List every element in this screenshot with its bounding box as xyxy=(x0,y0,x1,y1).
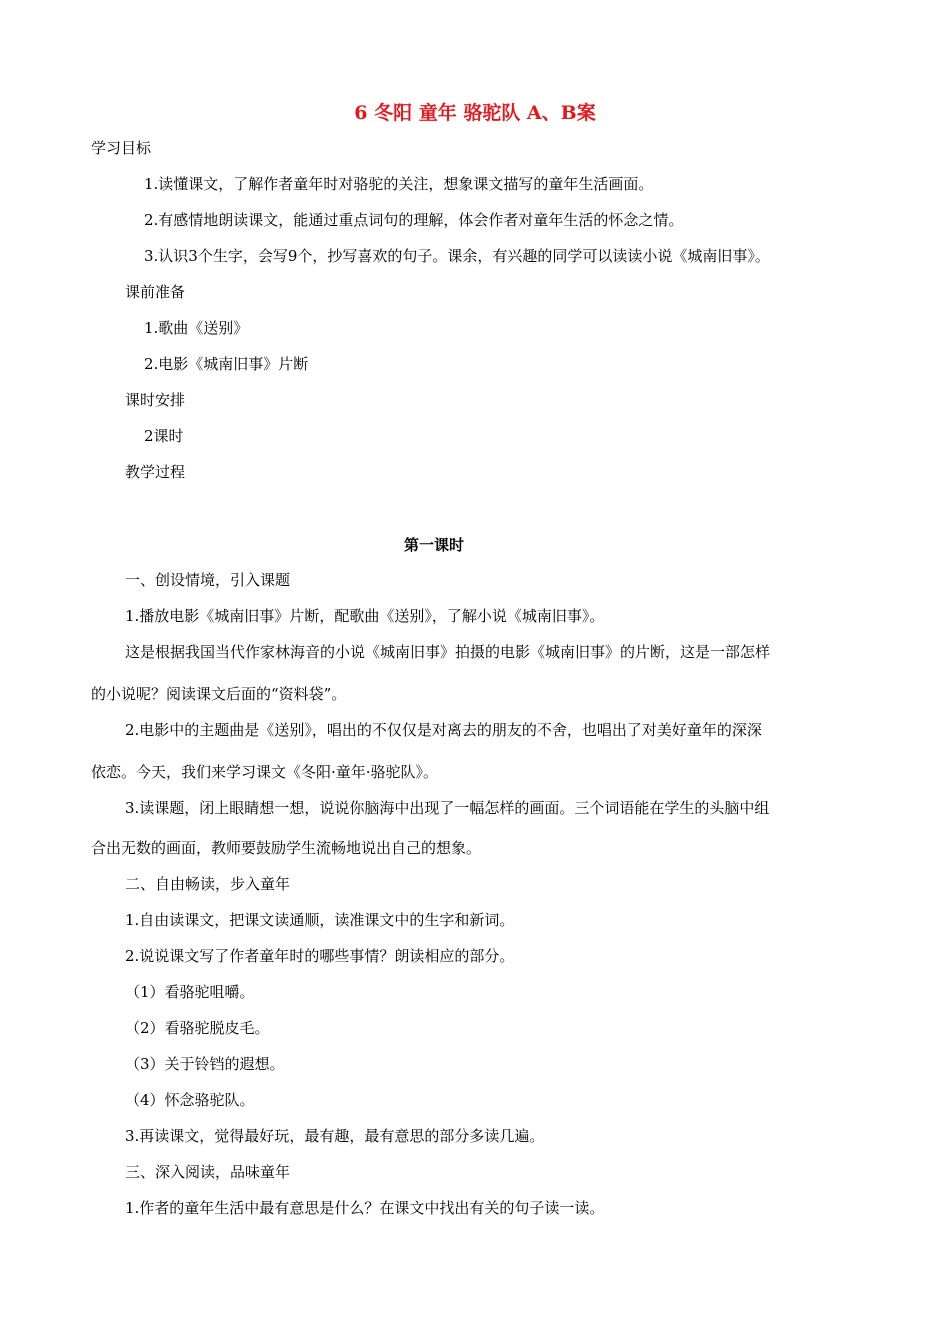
section1-paragraph-3-line2: 依恋。今天，我们来学习课文《冬阳·童年·骆驼队》。 xyxy=(91,763,439,781)
section2-list-item-4: （4）怀念骆驼队。 xyxy=(125,1091,255,1109)
objective-item-2: 2.有感情地朗读课文，能通过重点词句的理解，体会作者对童年生活的怀念之情。 xyxy=(144,211,684,229)
section1-paragraph-4-line1: 3.读课题，闭上眼睛想一想，说说你脑海中出现了一幅怎样的画面。三个词语能在学生的头脑中组 xyxy=(125,799,770,817)
section2-list-item-1: （1）看骆驼咀嚼。 xyxy=(125,983,255,1001)
lesson1-heading: 第一课时 xyxy=(403,536,464,554)
objective-item-3: 3.认识3个生字，会写9个，抄写喜欢的句子。课余，有兴趣的同学可以读读小说《城南旧事》。 xyxy=(144,247,770,265)
section1-paragraph-3-line1: 2.电影中的主题曲是《送别》，唱出的不仅仅是对离去的朋友的不舍，也唱出了对美好童年的深深 xyxy=(125,721,762,739)
section2-paragraph-1: 1.自由读课文，把课文读通顺，读准课文中的生字和新词。 xyxy=(125,911,515,929)
schedule-heading: 课时安排 xyxy=(125,391,186,409)
objectives-heading: 学习目标 xyxy=(91,139,152,157)
section1-paragraph-4-line2: 合出无数的画面，教师要鼓励学生流畅地说出自己的想象。 xyxy=(91,839,482,857)
preparation-heading: 课前准备 xyxy=(125,283,186,301)
process-heading: 教学过程 xyxy=(125,463,186,481)
section1-heading: 一、创设情境，引入课题 xyxy=(125,571,291,589)
section3-heading: 三、深入阅读，品味童年 xyxy=(125,1163,291,1181)
objective-item-1: 1.读懂课文，了解作者童年时对骆驼的关注，想象课文描写的童年生活画面。 xyxy=(144,175,654,193)
section1-paragraph-2-line1: 这是根据我国当代作家林海音的小说《城南旧事》拍摄的电影《城南旧事》的片断，这是一部怎样 xyxy=(125,643,771,661)
section2-list-item-2: （2）看骆驼脱皮毛。 xyxy=(125,1019,270,1037)
section2-list-item-3: （3）关于铃铛的遐想。 xyxy=(125,1055,285,1073)
section2-paragraph-2: 2.说说课文写了作者童年时的哪些事情？朗读相应的部分。 xyxy=(125,947,515,965)
preparation-item-1: 1.歌曲《送别》 xyxy=(144,319,249,337)
preparation-item-2: 2.电影《城南旧事》片断 xyxy=(144,355,309,373)
section1-paragraph-2-line2: 的小说呢？阅读课文后面的“资料袋”。 xyxy=(91,685,347,703)
section2-paragraph-3: 3.再读课文，觉得最好玩，最有趣，最有意思的部分多读几遍。 xyxy=(125,1127,545,1145)
section3-paragraph-1: 1.作者的童年生活中最有意思是什么？在课文中找出有关的句子读一读。 xyxy=(125,1199,605,1217)
section1-paragraph-1: 1.播放电影《城南旧事》片断，配歌曲《送别》，了解小说《城南旧事》。 xyxy=(125,607,605,625)
section2-heading: 二、自由畅读，步入童年 xyxy=(125,875,291,893)
document-title: 6 冬阳 童年 骆驼队 A、B案 xyxy=(354,102,596,124)
schedule-value: 2课时 xyxy=(144,427,184,445)
